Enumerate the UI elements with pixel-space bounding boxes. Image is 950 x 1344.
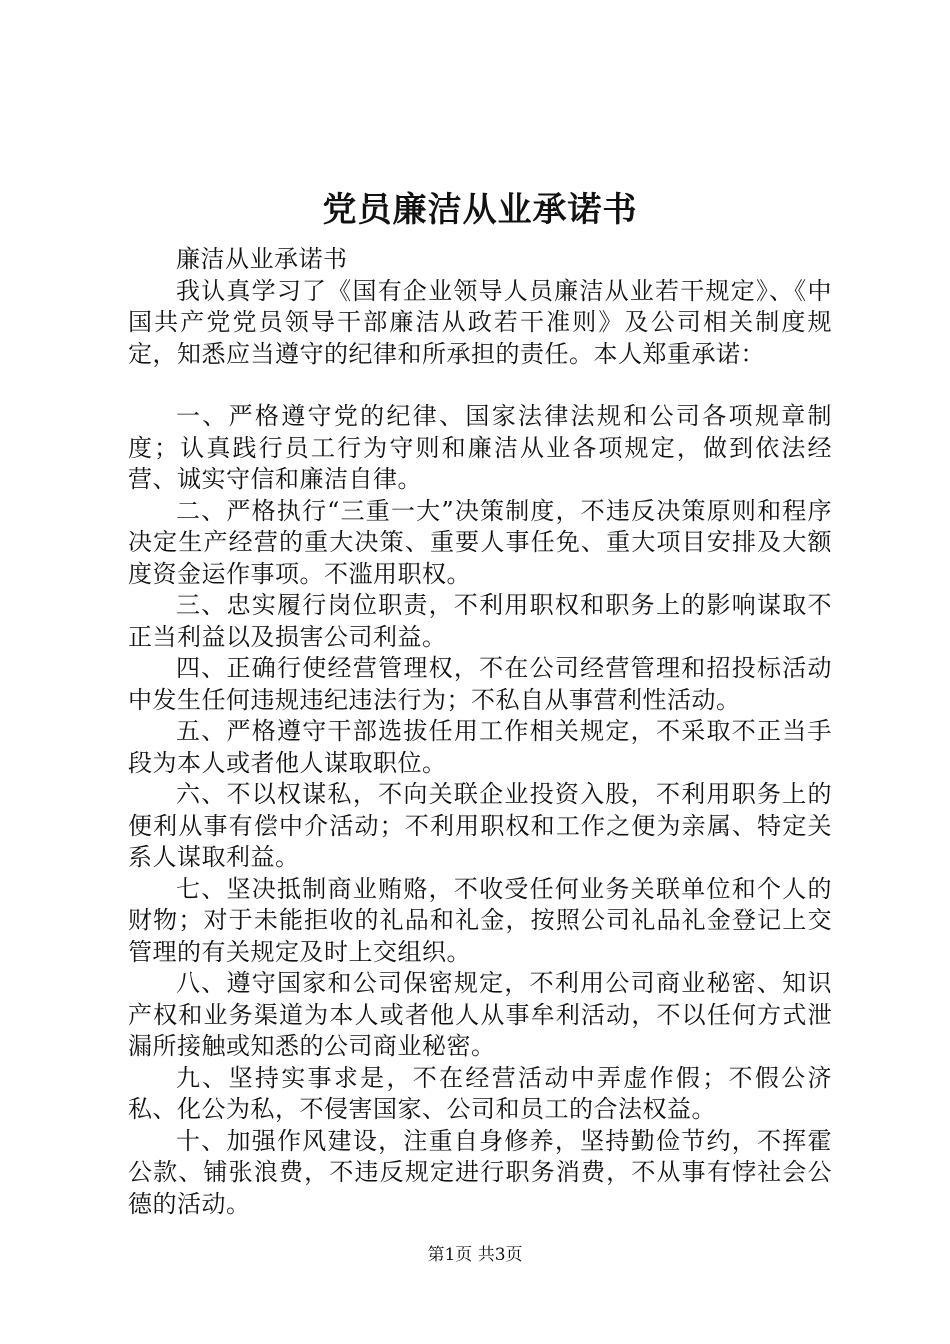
document-subtitle: 廉洁从业承诺书 [176,245,348,273]
document-page [128,180,832,1220]
intro-paragraph: 我认真学习了《国有企业领导人员廉洁从业若干规定》、《中国共产党党员领导干部廉洁从政若干准则》及公司相关制度规定，知悉应当遵守的纪律和所承担的责任。本人郑重承诺： [128,276,832,368]
commitment-item-9: 九、坚持实事求是，不在经营活动中弄虚作假；不假公济私、化公为私，不侵害国家、公司和员工的合法权益。 [128,1063,832,1123]
commitment-item-7: 七、坚决抵制商业贿赂，不收受任何业务关联单位和个人的财物；对于未能拒收的礼品和礼金，按照公司礼品礼金登记上交管理的有关规定及时上交组织。 [128,874,832,966]
blank-line [128,370,832,401]
commitment-item-2: 二、严格执行“三重一大”决策制度，不违反决策原则和程序决定生产经营的重大决策、重要人事任免、重大项目安排及大额度资金运作事项。不滥用职权。 [128,496,832,588]
page-footer: 第1页 共3页 [427,1245,523,1265]
commitment-item-5: 五、严格遵守干部选拔任用工作相关规定，不采取不正当手段为本人或者他人谋取职位。 [128,717,832,777]
commitment-item-8: 八、遵守国家和公司保密规定，不利用公司商业秘密、知识产权和业务渠道为本人或者他人从事牟利活动，不以任何方式泄漏所接触或知悉的公司商业秘密。 [128,969,832,1060]
document-title: 党员廉洁从业承诺书 [322,190,638,230]
commitment-item-6: 六、不以权谋私，不向关联企业投资入股，不利用职务上的便利从事有偿中介活动；不利用职权和工作之便为亲属、特定关系人谋取利益。 [128,780,832,871]
commitment-item-10: 十、加强作风建设，注重自身修养，坚持勤俭节约，不挥霍公款、铺张浪费，不违反规定进行职务消费，不从事有悖社会公德的活动。 [128,1126,832,1218]
commitment-item-1: 一、严格遵守党的纪律、国家法律法规和公司各项规章制度；认真践行员工行为守则和廉洁从业各项规定，做到依法经营、诚实守信和廉洁自律。 [128,402,832,493]
commitment-item-4: 四、正确行使经营管理权，不在公司经营管理和招投标活动中发生任何违规违纪违法行为；不私自从事营利性活动。 [128,654,832,714]
commitment-item-3: 三、忠实履行岗位职责，不利用职权和职务上的影响谋取不正当利益以及损害公司利益。 [128,591,832,651]
